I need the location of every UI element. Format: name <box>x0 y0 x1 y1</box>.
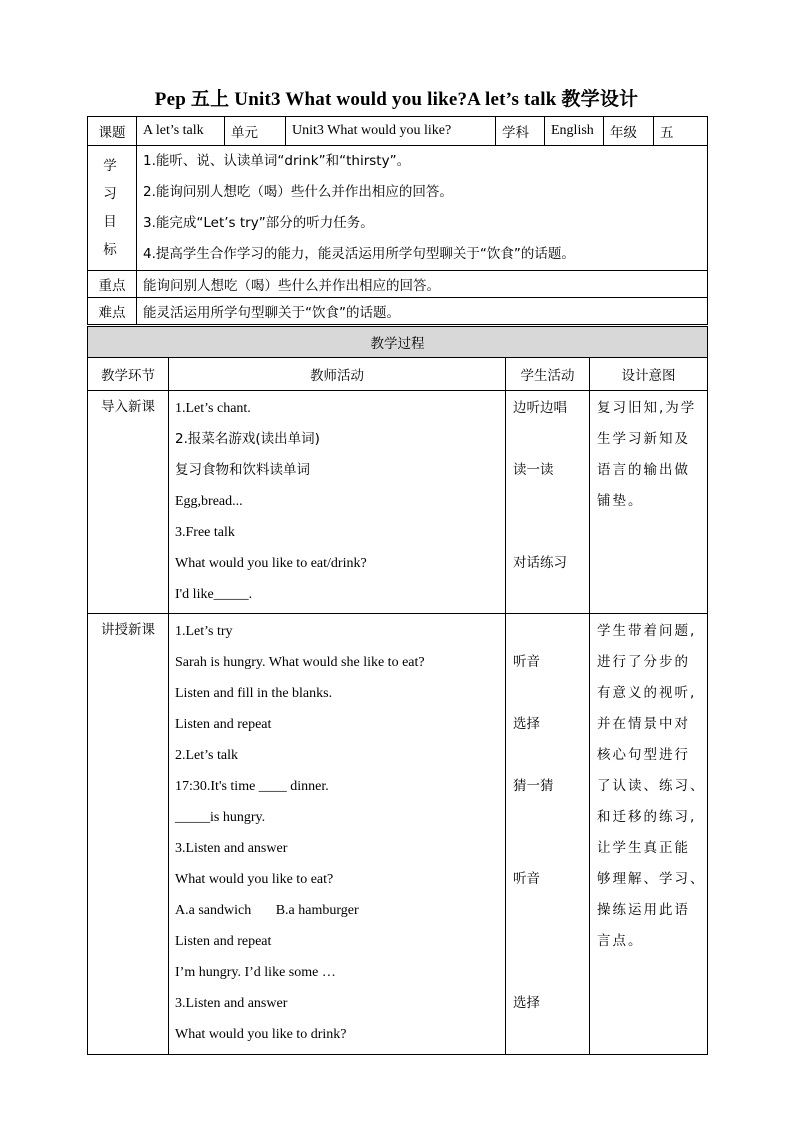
student-line <box>513 616 589 647</box>
teacher-line: I’m hungry. I’d like some … <box>175 965 336 980</box>
teacher-line: 1.Let’s chant. <box>175 401 251 416</box>
process-heading: 教学过程 <box>88 327 708 358</box>
column-header: 教师活动 <box>169 358 506 391</box>
grade-value: 五 <box>654 117 708 146</box>
teacher-line: Listen and fill in the blanks. <box>175 686 333 701</box>
teacher-line: _____is hungry. <box>175 810 266 825</box>
process-table <box>87 326 708 1055</box>
student-line <box>513 740 589 771</box>
teacher-line: Egg,bread... <box>175 494 243 509</box>
subject-label: 学科 <box>496 117 545 146</box>
student-line: 边听边唱 <box>513 400 567 416</box>
teacher-line: 复习食物和饮料读单词 <box>175 462 310 478</box>
intent-line: 并在情景中对 <box>597 716 690 732</box>
difficulty-label: 难点 <box>88 298 137 325</box>
student-line: 听音 <box>513 871 540 887</box>
student-line <box>513 802 589 833</box>
intent-line: 进行了分步的 <box>597 654 690 670</box>
intent-line: 有意义的视听, <box>597 685 697 701</box>
student-line: 猜一猜 <box>513 778 554 794</box>
topic-label: 课题 <box>88 117 137 146</box>
info-table <box>87 116 708 325</box>
student-line <box>513 926 589 957</box>
teacher-line: Listen and repeat <box>175 934 272 949</box>
stage-label: 导入新课 <box>101 399 155 415</box>
intent-line: 让学生真正能 <box>597 840 690 856</box>
intent-line: 生学习新知及 <box>597 431 690 447</box>
intent-line: 了认读、练习、 <box>597 778 706 794</box>
objective-item: 3.能完成“Let’s try”部分的听力任务。 <box>143 215 374 231</box>
difficulty-value: 能灵活运用所学句型聊关于“饮食”的话题。 <box>137 298 708 325</box>
objective-item: 4.提高学生合作学习的能力，能灵活运用所学句型聊关于“饮食”的话题。 <box>143 246 575 262</box>
intent-line: 言点。 <box>597 933 644 949</box>
unit-label: 单元 <box>225 117 286 146</box>
student-line <box>513 517 589 548</box>
intent-line: 和迁移的练习, <box>597 809 697 825</box>
teacher-line: 3.Free talk <box>175 525 235 540</box>
objectives-label: 学习目标 <box>103 158 121 258</box>
page-title: Pep 五上 Unit3 What would you like?A let’s talk 教学设计 <box>154 89 639 110</box>
student-line <box>513 1019 589 1050</box>
teacher-line: Listen and repeat <box>175 717 272 732</box>
student-line <box>513 895 589 926</box>
student-line: 读一读 <box>513 462 554 478</box>
teacher-line: Sarah is hungry. What would she like to eat? <box>175 655 425 670</box>
teacher-line: 17:30.It's time ____ dinner. <box>175 779 329 794</box>
teacher-line: 2.Let’s talk <box>175 748 238 763</box>
teacher-line: 3.Listen and answer <box>175 996 288 1011</box>
intent-line: 语言的输出做 <box>597 462 690 478</box>
student-line: 选择 <box>513 716 540 732</box>
teacher-line: What would you like to eat? <box>175 872 334 887</box>
teacher-line: 1.Let’s try <box>175 624 233 639</box>
student-line <box>513 486 589 517</box>
intent-line: 学生带着问题, <box>597 623 697 639</box>
student-line: 听音 <box>513 654 540 670</box>
teacher-line: What would you like to eat/drink? <box>175 556 367 571</box>
column-header: 学生活动 <box>506 358 590 391</box>
student-line <box>513 833 589 864</box>
objective-item: 2.能询问别人想吃（喝）些什么并作出相应的回答。 <box>143 184 453 200</box>
intent-line: 核心句型进行 <box>597 747 690 763</box>
column-header: 教学环节 <box>88 358 169 391</box>
teacher-line: A.a sandwich B.a hamburger <box>175 903 359 918</box>
grade-label: 年级 <box>604 117 654 146</box>
student-line <box>513 678 589 709</box>
key-point-value: 能询问别人想吃（喝）些什么并作出相应的回答。 <box>137 271 708 298</box>
teacher-line: 2.报菜名游戏(读出单词) <box>175 431 320 447</box>
student-line: 对话练习 <box>513 555 567 571</box>
teacher-line: 3.Listen and answer <box>175 841 288 856</box>
student-line <box>513 957 589 988</box>
column-header: 设计意图 <box>590 358 708 391</box>
intent-line: 复习旧知,为学 <box>597 400 697 416</box>
key-point-label: 重点 <box>88 271 137 298</box>
stage-label: 讲授新课 <box>101 622 155 638</box>
student-line <box>513 579 589 610</box>
intent-line: 够理解、学习、 <box>597 871 706 887</box>
unit-value: Unit3 What would you like? <box>286 117 496 146</box>
teacher-line: I'd like_____. <box>175 587 253 602</box>
intent-line: 铺垫。 <box>597 493 644 509</box>
subject-value: English <box>545 117 604 146</box>
teacher-line: What would you like to drink? <box>175 1027 347 1042</box>
objective-item: 1.能听、说、认读单词“drink”和“thirsty”。 <box>143 153 411 169</box>
student-line: 选择 <box>513 995 540 1011</box>
student-line <box>513 424 589 455</box>
intent-line: 操练运用此语 <box>597 902 690 918</box>
topic-value: A let’s talk <box>137 117 225 146</box>
